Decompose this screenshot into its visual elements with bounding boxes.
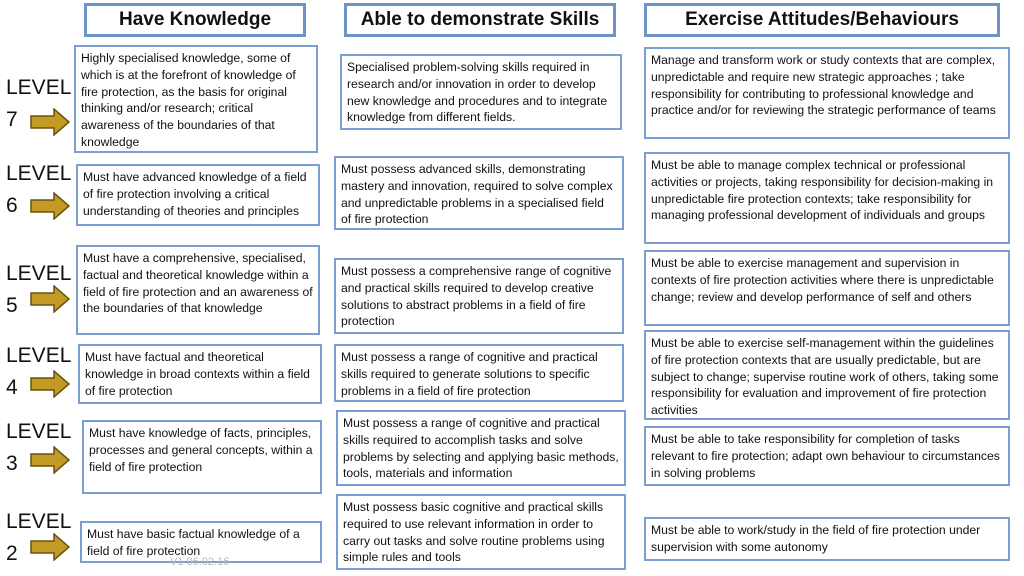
level-word: LEVEL [6, 510, 72, 533]
level-word: LEVEL [6, 262, 72, 285]
level-number: 5 [6, 294, 18, 317]
level-4-skills: Must possess a range of cognitive and practical skills required to generate solutions to specific problems in a field of fire protection [334, 344, 624, 402]
arrow-icon [30, 446, 70, 474]
header-skills: Able to demonstrate Skills [344, 3, 616, 37]
header-attitudes: Exercise Attitudes/Behaviours [644, 3, 1000, 37]
version-footer: V1 06.02.16 [170, 556, 230, 568]
header-knowledge: Have Knowledge [84, 3, 306, 37]
level-7-knowledge: Highly specialised knowledge, some of which is at the forefront of knowledge of fire protection, as the basis for original thinking and/or research; critical awareness of the boundaries of that knowledge [74, 45, 318, 153]
level-word: LEVEL [6, 76, 72, 99]
level-5-skills: Must possess a comprehensive range of cognitive and practical skills required to develop creative solutions to abstract problems in a field of fire protection [334, 258, 624, 334]
level-4-attitudes: Must be able to exercise self-management within the guidelines of fire protection contexts that are usually predictable, but are subject to change; supervise routine work of others, taking some responsibility for evaluation and improvement of fire protection activities [644, 330, 1010, 420]
level-number: 7 [6, 108, 18, 131]
arrow-icon [30, 285, 70, 313]
level-7-attitudes: Manage and transform work or study contexts that are complex, unpredictable and require new strategic approaches ; take responsibility for contributing to professional knowledge and practice and/or for reviewing the strategic performance of teams [644, 47, 1010, 139]
level-number: 3 [6, 452, 18, 475]
arrow-icon [30, 370, 70, 398]
arrow-icon [30, 192, 70, 220]
level-3-skills: Must possess a range of cognitive and practical skills required to accomplish tasks and solve problems by selecting and applying basic methods, tools, materials and information [336, 410, 626, 486]
arrow-icon [30, 533, 70, 561]
level-word: LEVEL [6, 420, 72, 443]
level-3-knowledge: Must have knowledge of facts, principles, processes and general concepts, within a field of fire protection [82, 420, 322, 494]
level-number: 4 [6, 376, 18, 399]
level-word: LEVEL [6, 344, 72, 367]
level-6-knowledge: Must have advanced knowledge of a field of fire protection involving a critical understanding of theories and principles [76, 164, 320, 226]
level-2-skills: Must possess basic cognitive and practical skills required to use relevant information in order to carry out tasks and solve routine problems using simple rules and tools [336, 494, 626, 570]
arrow-icon [30, 108, 70, 136]
level-number: 6 [6, 194, 18, 217]
level-7-skills: Specialised problem-solving skills required in research and/or innovation in order to develop new knowledge and procedures and to integrate knowledge from different fields. [340, 54, 622, 130]
level-4-knowledge: Must have factual and theoretical knowledge in broad contexts within a field of fire protection [78, 344, 322, 404]
level-3-attitudes: Must be able to take responsibility for completion of tasks relevant to fire protection; adapt own behaviour to circumstances in solving problems [644, 426, 1010, 486]
level-5-knowledge: Must have a comprehensive, specialised, factual and theoretical knowledge within a field of fire protection and an awareness of the boundaries of that knowledge [76, 245, 320, 335]
level-number: 2 [6, 542, 18, 565]
level-5-attitudes: Must be able to exercise management and supervision in contexts of fire protection activities where there is unpredictable change; review and develop performance of self and others [644, 250, 1010, 326]
level-2-attitudes: Must be able to work/study in the field of fire protection under supervision with some autonomy [644, 517, 1010, 561]
level-word: LEVEL [6, 162, 72, 185]
level-6-attitudes: Must be able to manage complex technical or professional activities or projects, taking responsibility for decision-making in unpredictable fire protection contexts; take responsibility for managing professional development of individuals and groups [644, 152, 1010, 244]
level-6-skills: Must possess advanced skills, demonstrating mastery and innovation, required to solve complex and unpredictable problems in a specialised field of fire protection [334, 156, 624, 230]
level-2-knowledge: Must have basic factual knowledge of a field of fire protection [80, 521, 322, 563]
